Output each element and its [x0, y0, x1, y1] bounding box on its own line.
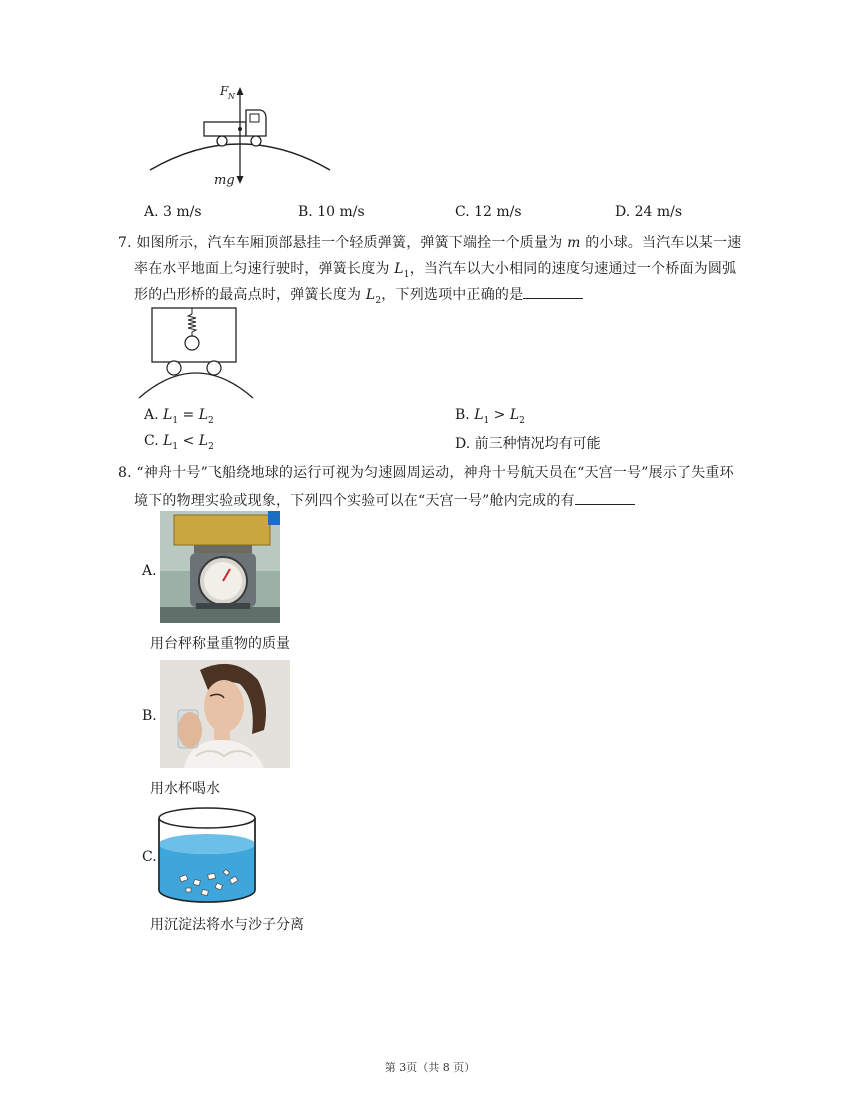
q8-option-b-letter: B.: [142, 708, 157, 724]
woman-drinking-photo: [160, 660, 290, 768]
car-spring-figure: [136, 304, 256, 400]
q7-line-2: 率在水平地面上匀速行驶时，弹簧长度为 $L_1$，当汽车以大小相同的速度匀速通过一个桥面为圆弧: [134, 261, 737, 280]
answer-blank[interactable]: [523, 286, 583, 299]
q7-option-b: B. $L_1 > L_2$: [455, 407, 525, 426]
normal-force-label: F: [220, 84, 229, 98]
q8-option-a-letter: A.: [142, 563, 157, 579]
scale-photo: [160, 511, 280, 623]
q7-option-c: C. $L_1 < L_2$: [144, 433, 214, 452]
q7-line-1: 7. 如图所示，汽车车厢顶部悬挂一个轻质弹簧，弹簧下端拴一个质量为 m 的小球。当汽车以某一速: [118, 235, 742, 251]
q8-option-a-caption: 用台秤称量重物的质量: [150, 636, 290, 652]
beaker-sand-drawing: [156, 804, 258, 906]
q6-option-d: D. 24 m/s: [615, 204, 683, 220]
answer-blank[interactable]: [575, 492, 635, 505]
q7-line-3: 形的凸形桥的最高点时，弹簧长度为 $L_2$，下列选项中正确的是: [134, 284, 583, 306]
q8-option-b-caption: 用水杯喝水: [150, 781, 220, 797]
q6-option-a: A. 3 m/s: [144, 204, 202, 220]
q8-option-c-letter: C.: [142, 849, 157, 865]
q7-option-d: D. 前三种情况均有可能: [455, 436, 601, 452]
truck-on-bridge-figure: [140, 78, 340, 193]
q7-option-a: A. $L_1 = L_2$: [144, 407, 214, 426]
q6-option-c: C. 12 m/s: [455, 204, 522, 220]
q8-line-1: 8. “神舟十号”飞船绕地球的运行可视为匀速圆周运动，神舟十号航天员在“天宫一号”展示了失重环: [118, 465, 734, 481]
page-footer: 第 3页（共 8 页）: [384, 1061, 476, 1074]
q8-option-c-caption: 用沉淀法将水与沙子分离: [150, 917, 304, 933]
q8-line-2: 境下的物理实验或现象，下列四个实验可以在“天宫一号”舱内完成的有: [134, 490, 635, 510]
normal-force-subscript: N: [228, 92, 235, 101]
gravity-label: mg: [214, 173, 235, 188]
q6-option-b: B. 10 m/s: [298, 204, 365, 220]
